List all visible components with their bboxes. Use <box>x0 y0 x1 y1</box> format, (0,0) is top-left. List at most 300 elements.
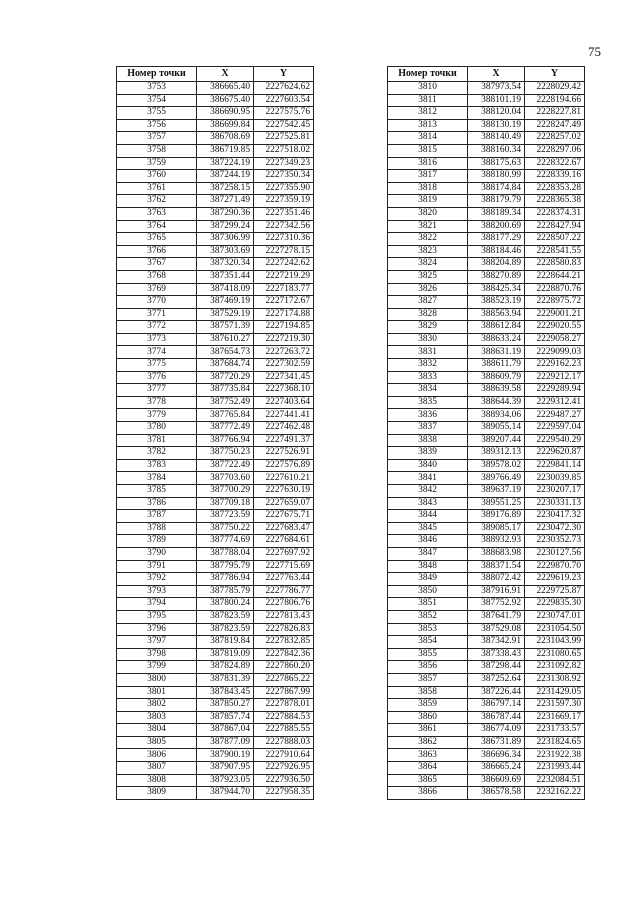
x-coordinate-cell: 387750.22 <box>197 522 254 535</box>
x-coordinate-cell: 388120.04 <box>468 107 525 120</box>
table-row <box>117 472 314 485</box>
table-row <box>388 673 585 686</box>
point-number-cell: 3763 <box>117 207 197 220</box>
y-coordinate-cell: 2228427.94 <box>525 220 585 233</box>
point-number-cell: 3837 <box>388 422 468 435</box>
x-coordinate-cell: 387752.49 <box>197 396 254 409</box>
y-coordinate-cell: 2228507.22 <box>525 233 585 246</box>
y-coordinate-cell: 2228541.55 <box>525 245 585 258</box>
x-coordinate-cell: 387271.49 <box>197 195 254 208</box>
table-row <box>388 711 585 724</box>
x-coordinate-cell: 387824.89 <box>197 661 254 674</box>
point-number-cell: 3858 <box>388 686 468 699</box>
table-row <box>388 485 585 498</box>
y-coordinate-cell: 2227675.71 <box>254 510 314 523</box>
y-coordinate-cell: 2229020.55 <box>525 321 585 334</box>
x-coordinate-cell: 387819.09 <box>197 648 254 661</box>
table-row <box>388 560 585 573</box>
y-coordinate-cell: 2229001.21 <box>525 308 585 321</box>
table-row <box>117 157 314 170</box>
point-number-cell: 3759 <box>117 157 197 170</box>
y-coordinate-cell: 2230417.32 <box>525 510 585 523</box>
y-coordinate-cell: 2227542.45 <box>254 119 314 132</box>
x-coordinate-cell: 387765.84 <box>197 409 254 422</box>
x-coordinate-cell: 387823.59 <box>197 610 254 623</box>
x-coordinate-cell: 387774.69 <box>197 535 254 548</box>
x-coordinate-cell: 386731.89 <box>468 736 525 749</box>
point-number-cell: 3812 <box>388 107 468 120</box>
y-coordinate-cell: 2231993.44 <box>525 762 585 775</box>
x-coordinate-cell: 386696.34 <box>468 749 525 762</box>
x-coordinate-cell: 389551.25 <box>468 497 525 510</box>
y-coordinate-cell: 2228644.21 <box>525 270 585 283</box>
x-coordinate-cell: 388563.94 <box>468 308 525 321</box>
point-number-cell: 3817 <box>388 170 468 183</box>
y-coordinate-cell: 2232084.51 <box>525 774 585 787</box>
table-row <box>117 434 314 447</box>
point-number-cell: 3824 <box>388 258 468 271</box>
x-coordinate-cell: 387944.70 <box>197 787 254 800</box>
x-coordinate-cell: 387654.73 <box>197 346 254 359</box>
x-coordinate-cell: 388130.19 <box>468 119 525 132</box>
x-coordinate-cell: 387252.64 <box>468 673 525 686</box>
table-row <box>117 673 314 686</box>
point-number-cell: 3845 <box>388 522 468 535</box>
y-coordinate-cell: 2227242.62 <box>254 258 314 271</box>
point-number-cell: 3822 <box>388 233 468 246</box>
y-coordinate-cell: 2229841.14 <box>525 459 585 472</box>
y-coordinate-cell: 2227926.95 <box>254 762 314 775</box>
x-coordinate-cell: 389085.17 <box>468 522 525 535</box>
table-row <box>117 371 314 384</box>
y-coordinate-cell: 2229099.03 <box>525 346 585 359</box>
table-row <box>388 245 585 258</box>
point-number-cell: 3865 <box>388 774 468 787</box>
point-number-cell: 3866 <box>388 787 468 800</box>
y-coordinate-cell: 2227684.61 <box>254 535 314 548</box>
point-number-cell: 3862 <box>388 736 468 749</box>
y-coordinate-cell: 2231669.17 <box>525 711 585 724</box>
y-coordinate-cell: 2227624.62 <box>254 82 314 95</box>
point-number-cell: 3764 <box>117 220 197 233</box>
point-number-cell: 3835 <box>388 396 468 409</box>
point-number-cell: 3813 <box>388 119 468 132</box>
x-coordinate-cell: 387907.95 <box>197 762 254 775</box>
x-coordinate-cell: 388101.19 <box>468 94 525 107</box>
table-row <box>117 711 314 724</box>
y-coordinate-cell: 2228975.72 <box>525 296 585 309</box>
x-coordinate-cell: 388371.54 <box>468 560 525 573</box>
y-coordinate-cell: 2227659.07 <box>254 497 314 510</box>
x-coordinate-cell: 387320.34 <box>197 258 254 271</box>
table-row <box>388 573 585 586</box>
table-row <box>117 396 314 409</box>
point-number-cell: 3844 <box>388 510 468 523</box>
y-coordinate-cell: 2230127.56 <box>525 547 585 560</box>
x-coordinate-cell: 388523.19 <box>468 296 525 309</box>
table-row <box>117 661 314 674</box>
table-row <box>388 233 585 246</box>
point-number-cell: 3823 <box>388 245 468 258</box>
x-coordinate-cell: 387867.04 <box>197 724 254 737</box>
y-coordinate-cell: 2228194.66 <box>525 94 585 107</box>
point-number-cell: 3827 <box>388 296 468 309</box>
point-number-cell: 3805 <box>117 736 197 749</box>
point-number-cell: 3855 <box>388 648 468 661</box>
point-number-cell: 3773 <box>117 333 197 346</box>
y-coordinate-cell: 2227683.47 <box>254 522 314 535</box>
table-row <box>388 396 585 409</box>
header-point-number: Номер точки <box>117 67 197 82</box>
point-number-cell: 3785 <box>117 485 197 498</box>
table-row <box>388 585 585 598</box>
point-number-cell: 3854 <box>388 636 468 649</box>
x-coordinate-cell: 388270.89 <box>468 270 525 283</box>
point-number-cell: 3840 <box>388 459 468 472</box>
x-coordinate-cell: 387857.74 <box>197 711 254 724</box>
table-row <box>388 346 585 359</box>
point-number-cell: 3796 <box>117 623 197 636</box>
table-row <box>388 207 585 220</box>
y-coordinate-cell: 2230352.73 <box>525 535 585 548</box>
x-coordinate-cell: 387843.45 <box>197 686 254 699</box>
table-row <box>388 661 585 674</box>
x-coordinate-cell: 387786.94 <box>197 573 254 586</box>
x-coordinate-cell: 388639.58 <box>468 384 525 397</box>
y-coordinate-cell: 2231080.65 <box>525 648 585 661</box>
point-number-cell: 3771 <box>117 308 197 321</box>
x-coordinate-cell: 387641.79 <box>468 610 525 623</box>
x-coordinate-cell: 387258.15 <box>197 182 254 195</box>
x-coordinate-cell: 388612.84 <box>468 321 525 334</box>
y-coordinate-cell: 2227610.21 <box>254 472 314 485</box>
y-coordinate-cell: 2227575.76 <box>254 107 314 120</box>
point-number-cell: 3847 <box>388 547 468 560</box>
x-coordinate-cell: 388072.42 <box>468 573 525 586</box>
point-number-cell: 3769 <box>117 283 197 296</box>
table-row <box>117 182 314 195</box>
point-number-cell: 3833 <box>388 371 468 384</box>
x-coordinate-cell: 388184.46 <box>468 245 525 258</box>
table-row <box>117 686 314 699</box>
y-coordinate-cell: 2229835.30 <box>525 598 585 611</box>
point-number-cell: 3834 <box>388 384 468 397</box>
y-coordinate-cell: 2227342.56 <box>254 220 314 233</box>
x-coordinate-cell: 387709.18 <box>197 497 254 510</box>
x-coordinate-cell: 386578.58 <box>468 787 525 800</box>
x-coordinate-cell: 388189.34 <box>468 207 525 220</box>
table-row <box>117 749 314 762</box>
y-coordinate-cell: 2228297.06 <box>525 144 585 157</box>
y-coordinate-cell: 2231308.92 <box>525 673 585 686</box>
point-number-cell: 3767 <box>117 258 197 271</box>
y-coordinate-cell: 2227263.72 <box>254 346 314 359</box>
y-coordinate-cell: 2227715.69 <box>254 560 314 573</box>
x-coordinate-cell: 389055.14 <box>468 422 525 435</box>
point-number-cell: 3846 <box>388 535 468 548</box>
table-header-row <box>117 67 314 82</box>
y-coordinate-cell: 2227697.92 <box>254 547 314 560</box>
point-number-cell: 3852 <box>388 610 468 623</box>
x-coordinate-cell: 386797.14 <box>468 699 525 712</box>
y-coordinate-cell: 2227867.99 <box>254 686 314 699</box>
x-coordinate-cell: 387772.49 <box>197 422 254 435</box>
x-coordinate-cell: 386690.95 <box>197 107 254 120</box>
point-number-cell: 3861 <box>388 724 468 737</box>
table-row <box>388 283 585 296</box>
point-number-cell: 3793 <box>117 585 197 598</box>
table-row <box>388 296 585 309</box>
y-coordinate-cell: 2229289.94 <box>525 384 585 397</box>
y-coordinate-cell: 2227525.81 <box>254 132 314 145</box>
y-coordinate-cell: 2228870.76 <box>525 283 585 296</box>
table-row <box>388 107 585 120</box>
table-row <box>388 510 585 523</box>
y-coordinate-cell: 2228257.02 <box>525 132 585 145</box>
table-row <box>388 598 585 611</box>
x-coordinate-cell: 388609.79 <box>468 371 525 384</box>
y-coordinate-cell: 2232162.22 <box>525 787 585 800</box>
table-row <box>117 107 314 120</box>
y-coordinate-cell: 2228322.67 <box>525 157 585 170</box>
x-coordinate-cell: 389312.13 <box>468 447 525 460</box>
table-row <box>117 144 314 157</box>
table-row <box>388 144 585 157</box>
y-coordinate-cell: 2227403.64 <box>254 396 314 409</box>
table-row <box>117 598 314 611</box>
table-row <box>117 195 314 208</box>
x-coordinate-cell: 386609.69 <box>468 774 525 787</box>
table-row <box>117 522 314 535</box>
y-coordinate-cell: 2227310.36 <box>254 233 314 246</box>
y-coordinate-cell: 2227441.41 <box>254 409 314 422</box>
x-coordinate-cell: 387224.19 <box>197 157 254 170</box>
table-row <box>388 686 585 699</box>
table-row <box>117 283 314 296</box>
point-number-cell: 3803 <box>117 711 197 724</box>
y-coordinate-cell: 2231824.65 <box>525 736 585 749</box>
point-number-cell: 3790 <box>117 547 197 560</box>
table-row <box>117 547 314 560</box>
x-coordinate-cell: 388611.79 <box>468 359 525 372</box>
x-coordinate-cell: 386665.40 <box>197 82 254 95</box>
table-row <box>388 132 585 145</box>
x-coordinate-cell: 387735.84 <box>197 384 254 397</box>
y-coordinate-cell: 2227936.50 <box>254 774 314 787</box>
table-row <box>388 472 585 485</box>
point-number-cell: 3797 <box>117 636 197 649</box>
header-y: Y <box>254 67 314 82</box>
point-number-cell: 3757 <box>117 132 197 145</box>
x-coordinate-cell: 387795.79 <box>197 560 254 573</box>
y-coordinate-cell: 2227183.77 <box>254 283 314 296</box>
table-row <box>117 636 314 649</box>
x-coordinate-cell: 387788.04 <box>197 547 254 560</box>
point-number-cell: 3842 <box>388 485 468 498</box>
y-coordinate-cell: 2230207.17 <box>525 485 585 498</box>
table-row <box>388 636 585 649</box>
x-coordinate-cell: 388425.34 <box>468 283 525 296</box>
x-coordinate-cell: 387290.36 <box>197 207 254 220</box>
table-row <box>117 296 314 309</box>
table-row <box>388 82 585 95</box>
y-coordinate-cell: 2229212.17 <box>525 371 585 384</box>
y-coordinate-cell: 2230472.30 <box>525 522 585 535</box>
x-coordinate-cell: 388934.06 <box>468 409 525 422</box>
y-coordinate-cell: 2227884.53 <box>254 711 314 724</box>
y-coordinate-cell: 2227878.01 <box>254 699 314 712</box>
point-number-cell: 3850 <box>388 585 468 598</box>
point-number-cell: 3800 <box>117 673 197 686</box>
point-number-cell: 3765 <box>117 233 197 246</box>
point-number-cell: 3799 <box>117 661 197 674</box>
table-row <box>388 699 585 712</box>
x-coordinate-cell: 387850.27 <box>197 699 254 712</box>
y-coordinate-cell: 2229058.27 <box>525 333 585 346</box>
table-row <box>117 82 314 95</box>
y-coordinate-cell: 2227630.19 <box>254 485 314 498</box>
y-coordinate-cell: 2231054.50 <box>525 623 585 636</box>
table-row <box>388 610 585 623</box>
y-coordinate-cell: 2227826.83 <box>254 623 314 636</box>
point-number-cell: 3809 <box>117 787 197 800</box>
table-row <box>117 497 314 510</box>
table-row <box>388 94 585 107</box>
table-row <box>388 182 585 195</box>
point-number-cell: 3831 <box>388 346 468 359</box>
x-coordinate-cell: 387823.59 <box>197 623 254 636</box>
table-row <box>117 422 314 435</box>
x-coordinate-cell: 387819.84 <box>197 636 254 649</box>
point-number-cell: 3801 <box>117 686 197 699</box>
point-number-cell: 3838 <box>388 434 468 447</box>
x-coordinate-cell: 388174.84 <box>468 182 525 195</box>
table-row <box>388 447 585 460</box>
header-x: X <box>468 67 525 82</box>
table-row <box>117 119 314 132</box>
y-coordinate-cell: 2227603.54 <box>254 94 314 107</box>
table-row <box>388 434 585 447</box>
point-number-cell: 3814 <box>388 132 468 145</box>
y-coordinate-cell: 2227302.59 <box>254 359 314 372</box>
y-coordinate-cell: 2231092.82 <box>525 661 585 674</box>
table-row <box>388 422 585 435</box>
point-number-cell: 3795 <box>117 610 197 623</box>
x-coordinate-cell: 387750.23 <box>197 447 254 460</box>
y-coordinate-cell: 2227865.22 <box>254 673 314 686</box>
table-row <box>117 94 314 107</box>
point-number-cell: 3832 <box>388 359 468 372</box>
table-row <box>117 510 314 523</box>
x-coordinate-cell: 387529.08 <box>468 623 525 636</box>
y-coordinate-cell: 2227219.30 <box>254 333 314 346</box>
point-number-cell: 3857 <box>388 673 468 686</box>
y-coordinate-cell: 2227174.88 <box>254 308 314 321</box>
table-row <box>388 522 585 535</box>
point-number-cell: 3794 <box>117 598 197 611</box>
point-number-cell: 3754 <box>117 94 197 107</box>
y-coordinate-cell: 2227763.44 <box>254 573 314 586</box>
y-coordinate-cell: 2229597.04 <box>525 422 585 435</box>
table-row <box>117 774 314 787</box>
x-coordinate-cell: 388633.24 <box>468 333 525 346</box>
y-coordinate-cell: 2227349.23 <box>254 157 314 170</box>
table-row <box>117 623 314 636</box>
point-number-cell: 3815 <box>388 144 468 157</box>
table-row <box>117 384 314 397</box>
y-coordinate-cell: 2228374.31 <box>525 207 585 220</box>
y-coordinate-cell: 2227910.64 <box>254 749 314 762</box>
y-coordinate-cell: 2227813.43 <box>254 610 314 623</box>
x-coordinate-cell: 387752.92 <box>468 598 525 611</box>
x-coordinate-cell: 387529.19 <box>197 308 254 321</box>
x-coordinate-cell: 388180.99 <box>468 170 525 183</box>
x-coordinate-cell: 387306.99 <box>197 233 254 246</box>
coordinates-table-left <box>116 66 314 800</box>
table-row <box>388 623 585 636</box>
y-coordinate-cell: 2231733.57 <box>525 724 585 737</box>
x-coordinate-cell: 387916.91 <box>468 585 525 598</box>
point-number-cell: 3821 <box>388 220 468 233</box>
point-number-cell: 3816 <box>388 157 468 170</box>
y-coordinate-cell: 2227172.67 <box>254 296 314 309</box>
y-coordinate-cell: 2227958.35 <box>254 787 314 800</box>
point-number-cell: 3762 <box>117 195 197 208</box>
point-number-cell: 3841 <box>388 472 468 485</box>
table-row <box>117 585 314 598</box>
y-coordinate-cell: 2229725.87 <box>525 585 585 598</box>
y-coordinate-cell: 2231922.38 <box>525 749 585 762</box>
y-coordinate-cell: 2229870.70 <box>525 560 585 573</box>
point-number-cell: 3779 <box>117 409 197 422</box>
x-coordinate-cell: 387720.29 <box>197 371 254 384</box>
point-number-cell: 3788 <box>117 522 197 535</box>
x-coordinate-cell: 386708.69 <box>197 132 254 145</box>
x-coordinate-cell: 386665.24 <box>468 762 525 775</box>
table-row <box>117 459 314 472</box>
point-number-cell: 3786 <box>117 497 197 510</box>
point-number-cell: 3820 <box>388 207 468 220</box>
x-coordinate-cell: 389766.49 <box>468 472 525 485</box>
point-number-cell: 3819 <box>388 195 468 208</box>
table-row <box>117 245 314 258</box>
x-coordinate-cell: 387723.59 <box>197 510 254 523</box>
y-coordinate-cell: 2230331.13 <box>525 497 585 510</box>
x-coordinate-cell: 389176.89 <box>468 510 525 523</box>
y-coordinate-cell: 2230039.85 <box>525 472 585 485</box>
x-coordinate-cell: 387973.54 <box>468 82 525 95</box>
x-coordinate-cell: 388932.93 <box>468 535 525 548</box>
x-coordinate-cell: 388179.79 <box>468 195 525 208</box>
table-row <box>388 547 585 560</box>
point-number-cell: 3789 <box>117 535 197 548</box>
point-number-cell: 3777 <box>117 384 197 397</box>
table-row <box>388 459 585 472</box>
point-number-cell: 3780 <box>117 422 197 435</box>
table-row <box>388 762 585 775</box>
y-coordinate-cell: 2227355.90 <box>254 182 314 195</box>
point-number-cell: 3804 <box>117 724 197 737</box>
point-number-cell: 3851 <box>388 598 468 611</box>
y-coordinate-cell: 2227491.37 <box>254 434 314 447</box>
point-number-cell: 3756 <box>117 119 197 132</box>
table-row <box>388 170 585 183</box>
table-row <box>117 762 314 775</box>
x-coordinate-cell: 387298.44 <box>468 661 525 674</box>
point-number-cell: 3826 <box>388 283 468 296</box>
table-row <box>117 573 314 586</box>
x-coordinate-cell: 388140.49 <box>468 132 525 145</box>
